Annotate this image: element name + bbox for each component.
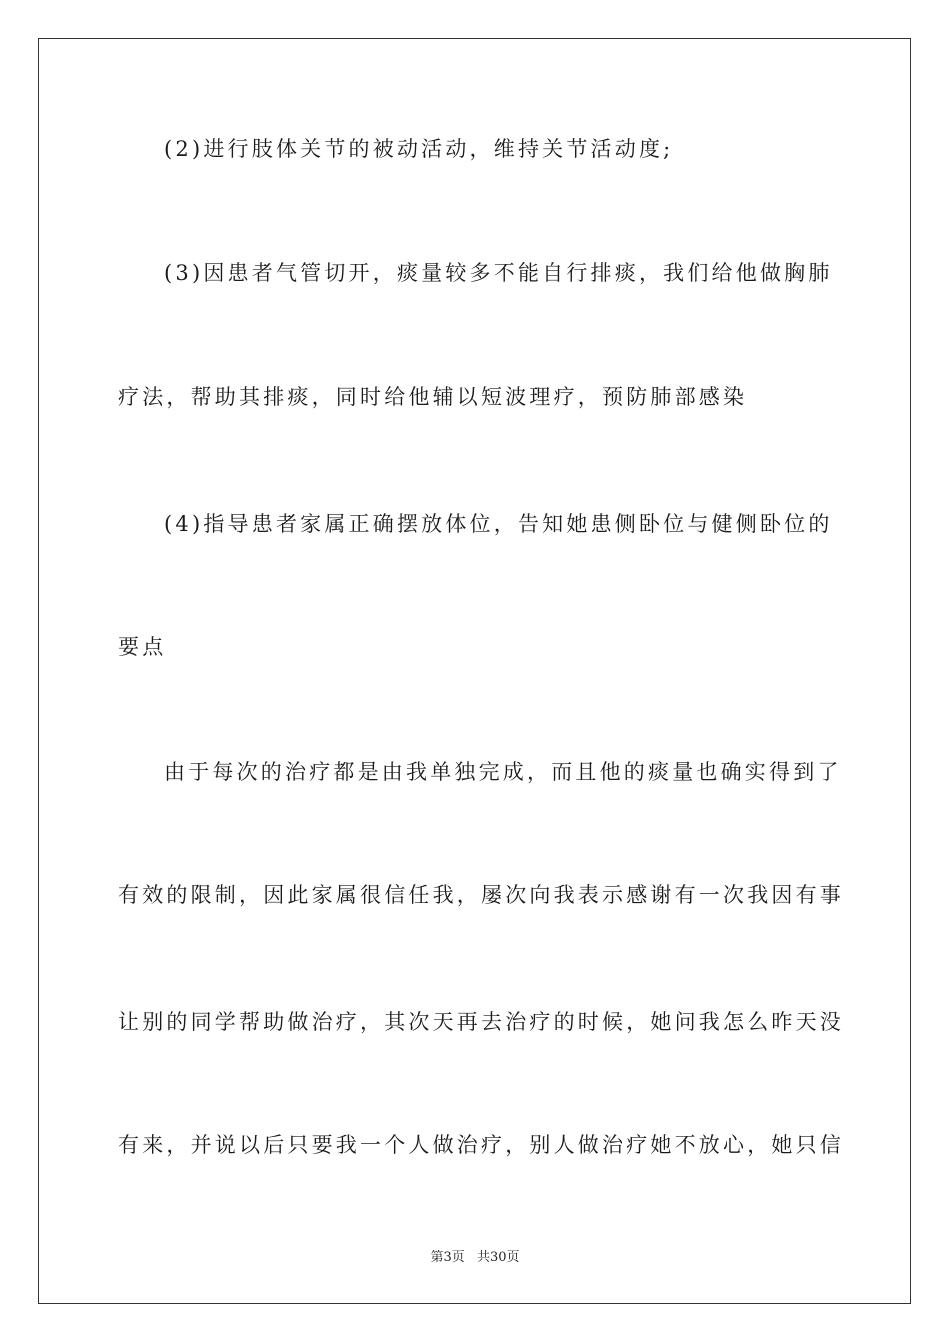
- total-pages: 共30页: [476, 1250, 520, 1265]
- paragraph-line: 疗法，帮助其排痰，同时给他辅以短波理疗，预防肺部感染: [118, 385, 748, 409]
- paragraph-line: (2)进行肢体关节的被动活动，维持关节活动度;: [164, 137, 674, 161]
- paragraph-line: 要点: [118, 635, 167, 659]
- paragraph-line: 有效的限制，因此家属很信任我，屡次向我表示感谢有一次我因有事: [118, 883, 844, 907]
- page-footer: [0, 1246, 950, 1265]
- page-border: [38, 38, 911, 1304]
- paragraph-line: 由于每次的治疗都是由我单独完成，而且他的痰量也确实得到了: [164, 760, 842, 784]
- paragraph-line: 让别的同学帮助做治疗，其次天再去治疗的时候，她问我怎么昨天没: [118, 1010, 844, 1034]
- page-number: 第3页: [430, 1250, 465, 1265]
- paragraph-line: (4)指导患者家属正确摆放体位，告知她患侧卧位与健侧卧位的: [164, 512, 833, 536]
- paragraph-line: 有来，并说以后只要我一个人做治疗，别人做治疗她不放心，她只信: [118, 1133, 844, 1157]
- paragraph-line: (3)因患者气管切开，痰量较多不能自行排痰，我们给他做胸肺: [164, 261, 833, 285]
